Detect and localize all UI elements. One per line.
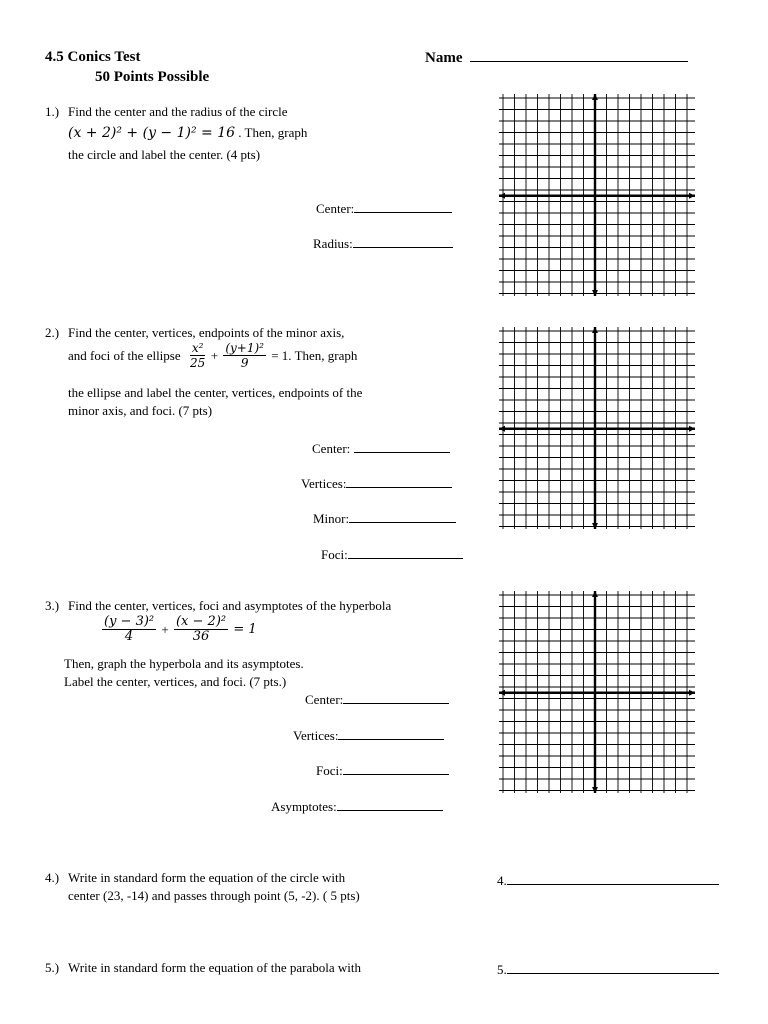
q3-vertices-blank[interactable] [338, 727, 444, 740]
y-axis-arrow-bottom [592, 523, 598, 529]
q2-vertices-blank[interactable] [346, 475, 452, 488]
y-axis-arrow-bottom [592, 787, 598, 793]
q5-answer-label: 5. [497, 962, 507, 977]
q4-answer-label: 4. [497, 873, 507, 888]
name-blank[interactable] [470, 49, 688, 62]
question-3-text-line4: Label the center, vertices, and foci. (7 pts.) [64, 674, 287, 689]
question-4-text-line2: center (23, -14) and passes through point (5, -2). ( 5 pts) [68, 888, 360, 903]
q2-minor-blank[interactable] [349, 510, 456, 523]
test-title: 4.5 Conics Test [45, 49, 141, 65]
question-2-text-line3: the ellipse and label the center, vertices, endpoints of the [68, 385, 363, 400]
q2-minor-label: Minor: [313, 511, 350, 526]
question-1-text-line2: . Then, graph [238, 125, 308, 140]
q3-fraction-1 [102, 615, 156, 644]
q2-foci-label: Foci: [321, 547, 348, 562]
q3-center-label: Center: [305, 692, 344, 707]
q2-fraction-2-den: 9 [240, 356, 249, 370]
q3-fraction-1-num: (y − 3)² [104, 614, 155, 629]
question-2-text-line4: minor axis, and foci. (7 pts) [68, 403, 213, 418]
q2-center-blank[interactable] [354, 440, 450, 453]
q3-asymptotes-field [271, 798, 443, 815]
y-axis-arrow-top [592, 591, 598, 597]
x-axis-arrow-right [689, 193, 695, 199]
q1-center-blank[interactable] [354, 200, 452, 213]
q3-plus: + [161, 621, 169, 637]
name-label [425, 49, 688, 67]
question-3-equation-line [102, 615, 259, 644]
question-2-equation-line [68, 341, 359, 370]
q1-center-label: Center: [316, 201, 355, 216]
q3-fraction-2 [174, 615, 228, 644]
q2-fraction-1 [190, 341, 206, 370]
points-possible: 50 Points Possible [95, 69, 210, 85]
question-1-text-line3: the circle and label the center. (4 pts) [68, 147, 261, 162]
q3-vertices-field [293, 727, 444, 744]
x-axis-arrow-left [499, 193, 505, 199]
q4-answer-field [497, 872, 719, 889]
graph-grid-3[interactable] [499, 591, 695, 793]
q2-plus: + [210, 347, 219, 363]
q2-center-field [312, 440, 450, 457]
q5-answer-blank[interactable] [507, 961, 719, 974]
q1-radius-label: Radius: [313, 236, 353, 251]
graph-grid-2[interactable] [499, 327, 695, 529]
question-2-text-line1: Find the center, vertices, endpoints of the minor axis, [68, 325, 345, 340]
question-1-number: 1.) [45, 104, 60, 119]
question-3-number: 3.) [45, 598, 60, 613]
q5-answer-field [497, 961, 719, 978]
q3-fraction-2-den: 36 [192, 629, 210, 644]
question-3-text-line1: Find the center, vertices, foci and asymptotes of the hyperbola [68, 598, 392, 613]
x-axis-arrow-right [689, 426, 695, 432]
q2-fraction-2 [223, 341, 266, 370]
q3-fraction-2-num: (x − 2)² [175, 614, 227, 629]
question-2-text-line2: and foci of the ellipse [68, 347, 181, 363]
q3-foci-label: Foci: [316, 763, 343, 778]
question-1-equation: (x + 2)² + (y − 1)² = 16 [68, 125, 236, 141]
q2-fraction-1-den: 25 [190, 356, 206, 370]
q3-fraction-1-den: 4 [124, 629, 134, 644]
question-4-number: 4.) [45, 870, 60, 885]
x-axis-arrow-left [499, 690, 505, 696]
q4-answer-blank[interactable] [507, 872, 719, 885]
q1-center-field [316, 200, 452, 217]
q3-asymptotes-blank[interactable] [337, 798, 443, 811]
q2-vertices-field [301, 475, 452, 492]
question-2-number: 2.) [45, 325, 60, 340]
q2-center-label: Center: [312, 441, 351, 456]
q3-vertices-label: Vertices: [293, 728, 339, 743]
q3-foci-field [316, 762, 449, 779]
q2-foci-blank[interactable] [348, 546, 463, 559]
q2-fraction-2-num: (y+1)² [225, 341, 264, 355]
q1-radius-field [313, 235, 453, 252]
y-axis-arrow-bottom [592, 290, 598, 296]
question-3-text-line3: Then, graph the hyperbola and its asymptotes. [64, 656, 304, 671]
q3-center-field [305, 691, 449, 708]
q3-foci-blank[interactable] [343, 762, 449, 775]
question-5-number: 5.) [45, 960, 60, 975]
q2-foci-field [321, 546, 463, 563]
q2-fraction-1-num: x² [191, 341, 204, 355]
graph-grid-1[interactable] [499, 94, 695, 296]
q3-center-blank[interactable] [343, 691, 449, 704]
question-5-text-line1: Write in standard form the equation of the parabola with [68, 960, 361, 975]
x-axis-arrow-left [499, 426, 505, 432]
y-axis-arrow-top [592, 327, 598, 333]
question-1-equation-line [68, 125, 307, 141]
q2-equation-tail: = 1. Then, graph [271, 347, 358, 363]
q3-equation-tail: = 1 [233, 621, 257, 637]
q1-radius-blank[interactable] [353, 235, 453, 248]
question-1-text-line1: Find the center and the radius of the circle [68, 104, 288, 119]
q3-asymptotes-label: Asymptotes: [271, 799, 337, 814]
q2-vertices-label: Vertices: [301, 476, 347, 491]
q2-minor-field [313, 510, 456, 527]
y-axis-arrow-top [592, 94, 598, 100]
question-4-text-line1: Write in standard form the equation of the circle with [68, 870, 346, 885]
name-label-text: Name [425, 50, 463, 66]
x-axis-arrow-right [689, 690, 695, 696]
